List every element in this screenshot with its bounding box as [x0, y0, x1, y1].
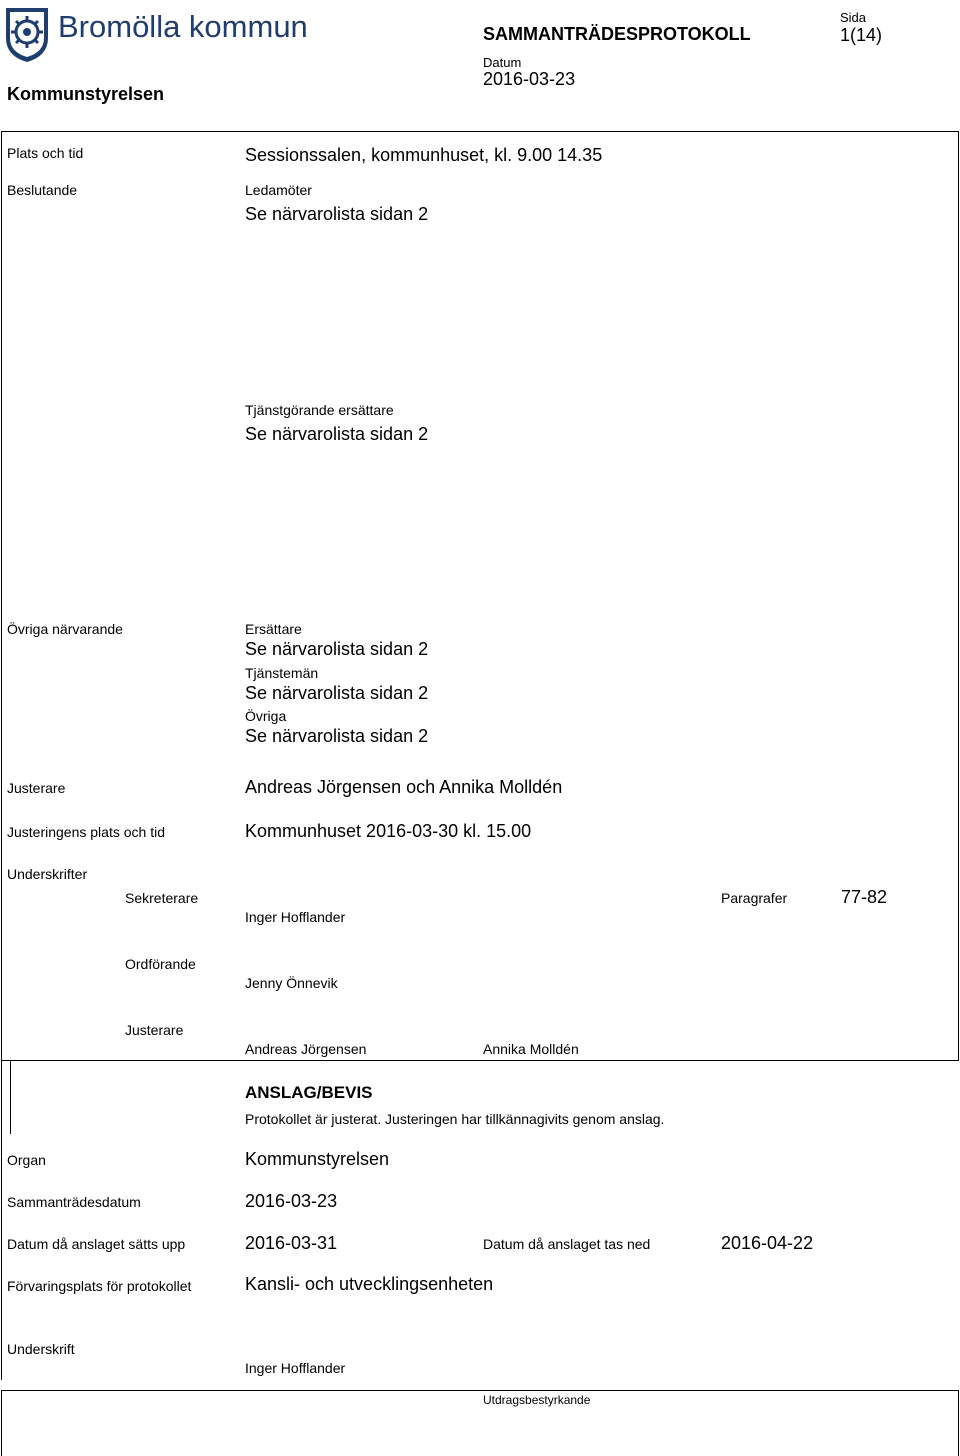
- justering-label: Justeringens plats och tid: [7, 824, 165, 840]
- ersattare-heading: Ersättare: [245, 621, 302, 637]
- place-value: Sessionssalen, kommunhuset, kl. 9.00 14.35: [245, 145, 603, 165]
- justerare-value: Andreas Jörgensen och Annika Molldén: [245, 777, 563, 797]
- paragrafer-label: Paragrafer: [721, 890, 788, 906]
- justerare-sign-name-2: Annika Molldén: [483, 1041, 579, 1057]
- nedtagen-value: 2016-04-22: [721, 1233, 814, 1253]
- left-border-top: [1, 131, 2, 1380]
- anslag-left-box: [10, 1060, 11, 1134]
- nedtagen-label: Datum då anslaget tas ned: [483, 1236, 651, 1252]
- utdrag-label: Utdragsbestyrkande: [483, 1393, 591, 1407]
- date-value: 2016-03-23: [483, 69, 576, 89]
- ovriga-value: Se närvarolista sidan 2: [245, 726, 429, 746]
- ledamoter-heading: Ledamöter: [245, 182, 312, 198]
- municipality-logo: [4, 6, 50, 69]
- sammantradesdatum-label: Sammanträdesdatum: [7, 1194, 141, 1210]
- anslag-title: ANSLAG/BEVIS: [245, 1083, 373, 1102]
- ordforande-name: Jenny Önnevik: [245, 975, 338, 991]
- underskrift-label: Underskrift: [7, 1341, 75, 1357]
- right-border-top: [958, 131, 959, 1061]
- justerare-sign-label: Justerare: [125, 1022, 184, 1038]
- tjanstemen-value: Se närvarolista sidan 2: [245, 683, 429, 703]
- paragrafer-value: 77-82: [841, 887, 888, 907]
- coat-of-arms-icon: [4, 6, 50, 64]
- ersattare-value: Se närvarolista sidan 2: [245, 639, 429, 659]
- bottom-box-top: [1, 1390, 959, 1391]
- tjanstgorande-value: Se närvarolista sidan 2: [245, 424, 429, 444]
- ovriga-narvarande-label: Övriga närvarande: [7, 621, 123, 637]
- forvaring-value: Kansli- och utvecklingsenheten: [245, 1274, 494, 1294]
- organ-label: Organ: [7, 1152, 46, 1168]
- tjanstgorande-heading: Tjänstgörande ersättare: [245, 402, 394, 418]
- anslag-top-border: [1, 1060, 959, 1061]
- sekreterare-name: Inger Hofflander: [245, 909, 346, 925]
- date-label: Datum: [483, 55, 522, 70]
- justering-value: Kommunhuset 2016-03-30 kl. 15.00: [245, 821, 532, 841]
- underskrift-name: Inger Hofflander: [245, 1360, 346, 1376]
- ledamoter-value: Se närvarolista sidan 2: [245, 204, 429, 224]
- page-label: Sida: [840, 10, 867, 25]
- top-border: [1, 131, 959, 132]
- sammantradesdatum-value: 2016-03-23: [245, 1191, 338, 1211]
- department-name: Kommunstyrelsen: [7, 84, 165, 104]
- sekreterare-label: Sekreterare: [125, 890, 199, 906]
- place-label: Plats och tid: [7, 145, 84, 161]
- tjanstemen-heading: Tjänstemän: [245, 665, 319, 681]
- document-title: SAMMANTRÄDESPROTOKOLL: [483, 24, 751, 44]
- justerare-sign-name-1: Andreas Jörgensen: [245, 1041, 367, 1057]
- ovriga-heading: Övriga: [245, 708, 287, 724]
- page-number: 1(14): [840, 25, 883, 45]
- underskrifter-label: Underskrifter: [7, 866, 88, 882]
- forvaring-label: Förvaringsplats för protokollet: [7, 1278, 192, 1294]
- ordforande-label: Ordförande: [125, 956, 196, 972]
- uppsatt-label: Datum då anslaget sätts upp: [7, 1236, 186, 1252]
- anslag-text: Protokollet är justerat. Justeringen har tillkännagivits genom anslag.: [245, 1111, 665, 1127]
- bottom-box-left: [1, 1390, 2, 1456]
- beslutande-label: Beslutande: [7, 182, 78, 198]
- organ-value: Kommunstyrelsen: [245, 1149, 390, 1169]
- justerare-label: Justerare: [7, 780, 66, 796]
- bottom-box-right: [958, 1390, 959, 1456]
- municipality-name: Bromölla kommun: [58, 9, 308, 44]
- uppsatt-value: 2016-03-31: [245, 1233, 338, 1253]
